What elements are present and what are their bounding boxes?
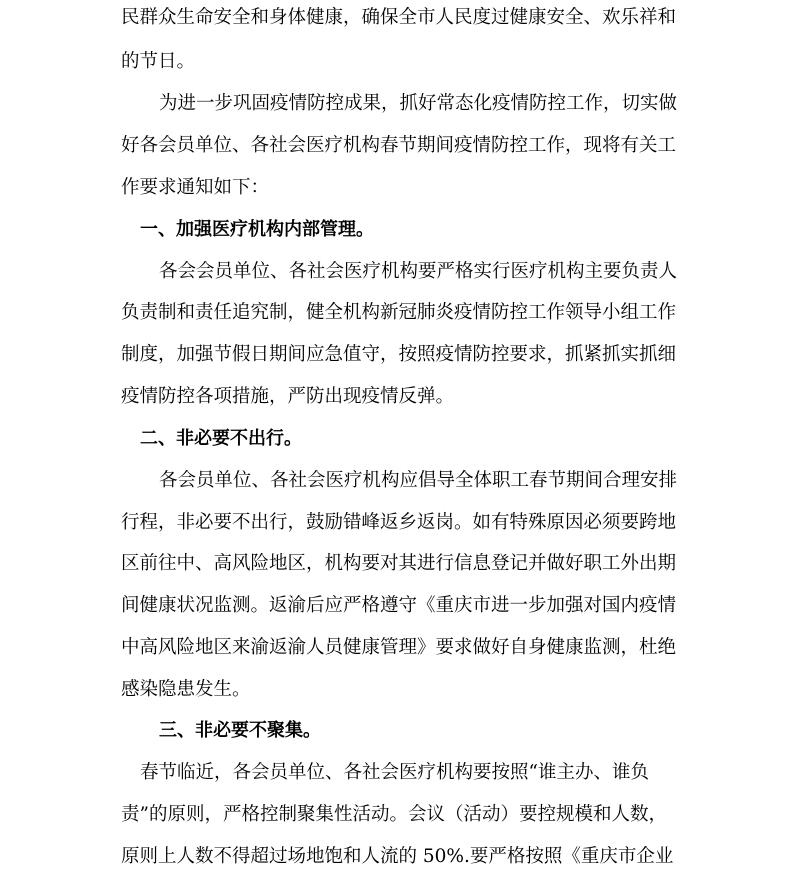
text-line: 制度，加强节假日期间应急值守，按照疫情防控要求，抓紧抓实抓细 <box>121 344 677 365</box>
section-heading: 三、非必要不聚集。 <box>159 720 321 741</box>
text-line: 春节临近，各会员单位、各社会医疗机构要按照“谁主办、谁负 <box>140 762 649 783</box>
text-line: 责”的原则，严格控制聚集性活动。会议（活动）要控规模和人数， <box>121 804 667 825</box>
text-line: 作要求通知如下： <box>121 177 270 198</box>
text-line: 感染隐患发生。 <box>121 679 251 700</box>
text-line: 为进一步巩固疫情防控成果，抓好常态化疫情防控工作，切实做 <box>159 93 678 114</box>
section-heading: 二、非必要不出行。 <box>140 428 302 449</box>
text-line: 原则上人数不得超过场地饱和人流的 50%.要严格按照《重庆市企业 <box>121 846 674 867</box>
text-line: 疫情防控各项措施，严防出现疫情反弹。 <box>121 386 455 407</box>
text-line: 各会员单位、各社会医疗机构应倡导全体职工春节期间合理安排 <box>159 470 678 491</box>
text-line: 区前往中、高风险地区，机构要对其进行信息登记并做好职工外出期 <box>121 553 677 574</box>
text-line: 间健康状况监测。返渝后应严格遵守《重庆市进一步加强对国内疫情 <box>121 595 677 616</box>
text-line: 负责制和责任追究制，健全机构新冠肺炎疫情防控工作领导小组工作 <box>121 302 677 323</box>
text-line: 中高风险地区来渝返渝人员健康管理》要求做好自身健康监测，杜绝 <box>121 637 677 658</box>
text-line: 各会会员单位、各社会医疗机构要严格实行医疗机构主要负责人 <box>159 261 678 282</box>
text-line: 行程，非必要不出行，鼓励错峰返乡返岗。如有特殊原因必须要跨地 <box>121 512 677 533</box>
section-heading: 一、加强医疗机构内部管理。 <box>140 219 374 240</box>
text-line: 的节日。 <box>121 51 196 72</box>
text-line: 民群众生命安全和身体健康，确保全市人民度过健康安全、欢乐祥和 <box>121 7 677 28</box>
text-line: 好各会员单位、各社会医疗机构春节期间疫情防控工作，现将有关工 <box>121 135 677 156</box>
